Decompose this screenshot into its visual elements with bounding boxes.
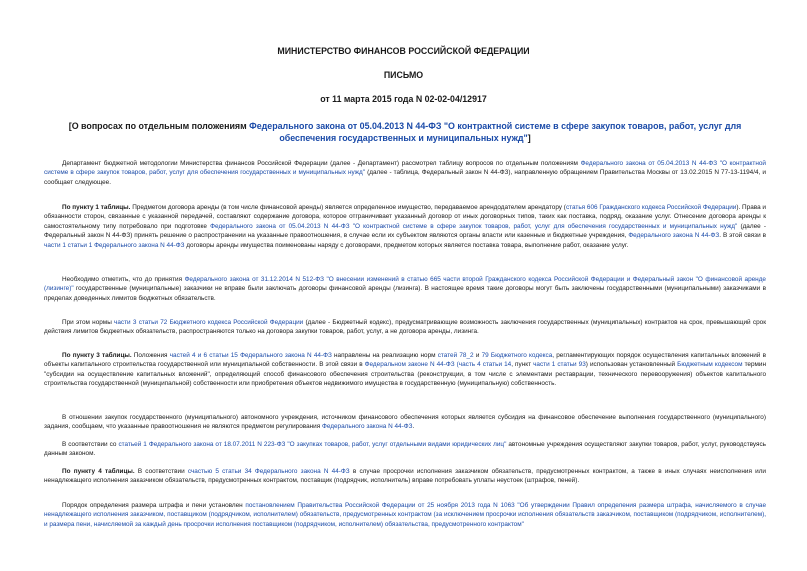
text: Департамент бюджетной методологии Министерства финансов Российской Федерации (далее - Департамент) рассмотрел таблицу вопросов по отдельным положениям [62,160,581,167]
budget-code-78-link[interactable]: статей 78_2 [437,352,474,359]
paragraph-budget-code [44,318,766,337]
civil-code-606-link[interactable]: статья 606 Гражданского кодекса Российской Федерации [565,204,737,211]
law-44fz-link[interactable]: Федерального закона от 05.04.2013 N 44-ФЗ "О контрактной системе в сфере закупок товаров, работ, услуг для обеспечения государственных и муниципальных нужд" [44,160,766,177]
budget-code-link[interactable]: Бюджетным кодексом [677,361,743,369]
text: В отношении закупок государственного (муниципального) автономного учреждения, источником финансового обеспечения которых является субсидия на финансовое обеспечение выполнения государственного (муниципального) задания, сообщаем, что указанные правоотношения не являются предметом регулирования [44,414,766,431]
resolution-1063-link[interactable]: постановлением Правительства Российской Федерации от 25 ноября 2013 года N 1063 "Об утверждении Правил определения размера штрафа, начисляемого в случае ненадлежащего исполнения заказчиком, поставщиком (подрядчиком, исполнителем) обязательств, предусмотренных контрактом (за исключением просрочки исполнения обязательств заказчиком, поставщиком (подрядчиком, исполнителем), и размера пени, начисляемой за каждый день просрочки исполнения поставщиком (подрядчиком, исполнителем) обязательства, предусмотренного контрактом" [44,502,767,528]
subject-law-link[interactable]: Федерального закона от 05.04.2013 N 44-ФЗ "О контрактной системе в сфере закупок товаров, работ, услуг для обеспечения государственных и муниципальных нужд" [249,121,742,143]
subject-close: ] [527,132,531,143]
item-heading: По пункту 4 таблицы. [62,468,135,475]
paragraph-item-1 [44,203,766,250]
subject-open: [О вопросах по отдельным положениям [68,121,250,131]
paragraph-item-4 [44,467,766,486]
law-44fz-short-link[interactable]: Федерального закона N 44-ФЗ [628,232,720,240]
text: В соответствии [134,468,188,475]
paragraph-223fz [44,440,766,459]
law-44fz-article-15-link[interactable]: частей 4 и 6 статьи 15 Федерального закона N 44-ФЗ [169,352,332,359]
text: . [412,423,415,431]
paragraph-penalty [44,501,766,529]
law-44fz-article-1-link[interactable]: части 1 статьи 1 Федерального закона N 44-ФЗ [44,241,185,249]
text: и [473,352,482,359]
text: автономные учреждения осуществляют закупки товаров, работ, услуг, руководствуясь данным законом. [44,441,766,458]
budget-code-79-link[interactable]: 79 Бюджетного кодекса [481,352,553,359]
text: . В этой связи в [719,232,766,240]
text: в случае просрочки исполнения заказчиком обязательств, предусмотренных контрактом, а также в иных случаях неисполнения или ненадлежащего исполнения заказчиком обязательств, предусмотренных контрактом, поставщик (подрядчик, исполнитель) вправе потребовать уплаты неустоек (штрафов, пеней). [44,468,766,485]
item-heading: По пункту 1 таблицы. [62,204,131,211]
text: направлены на реализацию норм [331,352,438,359]
text: государственные (муниципальные) заказчики не вправе были заключать договоры финансовой аренды (лизинга). В настоящее время такие договоры могут быть заключены государственными (муниципальными) заказчиками в пределах доведенных лимитов бюджетных обязательств. [44,285,766,302]
text: Положения [131,352,170,359]
text: термин "субсидии на осуществление капитальных вложений", определяющий способ финансового обеспечения строительства (реконструкции, в том числе с элементами реставрации, технического перевооружения) объектов капитального строительства государственной (муниципальной) собственности или приобретения объектов недвижимого имущества в государственную (муниципальную) собственность. [44,361,767,388]
document-subject [60,121,750,144]
item-heading: По пункту 3 таблицы. [62,352,132,359]
text: , пункт [511,361,534,369]
paragraph-intro [44,159,766,187]
budget-code-72-link[interactable]: части 3 статьи 72 Бюджетного кодекса Российской Федерации [114,319,304,326]
text: договоры аренды имущества поименованы наряду с договорами, предметом которых является поставка товара, выполнение работ, оказание услуг. [184,241,629,249]
law-44fz-short-link[interactable]: Федерального закона N 44-ФЗ [322,423,413,431]
text: Порядок определения размера штрафа и пени установлен [62,502,246,509]
law-44fz-article-93-link[interactable]: части 1 статьи 93 [533,361,586,369]
text: В соответствии со [62,441,119,448]
ministry-name: МИНИСТЕРСТВО ФИНАНСОВ РОССИЙСКОЙ ФЕДЕРАЦИИ [277,46,530,56]
text: ) использован установленный [585,361,678,369]
document-date-number: от 11 марта 2015 года N 02-02-04/12917 [320,94,487,104]
law-44fz-article-34-link[interactable]: счастью 5 статьи 34 Федерального закона N 44-ФЗ [187,468,350,475]
paragraph-autonomous [44,413,766,432]
text: ). Права и обязанности сторон, связанные с указанной передачей, составляют содержание договора, которое отграничивает указанный договор от иных договорных типов, таких как поставка, подряд, оказание услуг. Отнесение договора аренды к самостоятельному типу потребовало при подготовке [44,204,766,230]
text: При этом нормы [62,319,115,326]
paragraph-leasing [44,275,766,303]
text: (далее - таблица, Федеральный закон N 44-ФЗ), направленную обращением Правительства Москвы от 13.02.2015 N 77-13-1194/4, и сообщает следующее. [44,169,766,186]
text: (далее - Федеральный закон N 44-ФЗ) принять решение о распространении на указанные правоотношения, в случае если их субъектом являются органы власти или казенные и бюджетные учреждения, [44,222,767,240]
law-44fz-link[interactable]: Федерального закона от 05.04.2013 N 44-ФЗ "О контрактной системе в сфере закупок товаров, работ, услуг для обеспечения государственных и муниципальных нужд" [210,222,738,230]
document-type: ПИСЬМО [383,70,424,80]
text: Необходимо отметить, что до принятия [62,276,185,283]
text: , регламентирующих порядок осуществления капитальных вложений в объекты капитального строительства государственной или муниципальной собственности. В этой связи в [44,352,766,369]
text: Предметом договора аренды (в том числе финансовой аренды) является определенное имущество, передаваемое арендодателем арендатору ( [130,204,566,211]
paragraph-item-3 [44,351,766,389]
law-223fz-link[interactable]: статьей 1 Федерального закона от 18.07.2011 N 223-ФЗ "О закупках товаров, работ, услуг отдельными видами юридических лиц" [118,441,507,448]
text: (далее - Бюджетный кодекс), предусматривающие возможность заключения государственных (муниципальных) контрактов на срок, превышающий срок действия лимитов бюджетных обязательств, распространяются только на договора закупки товаров, работ, услуг, а не договора аренды, лизинга. [44,319,766,336]
law-44fz-article-14-link[interactable]: Федеральном законе N 44-ФЗ (часть 4 статьи 14 [364,361,512,369]
law-512fz-link[interactable]: Федерального закона от 31.12.2014 N 512-ФЗ "О внесении изменений в статью 665 части второй Гражданского кодекса Российской Федерации и Федеральный закон "О финансовой аренде (лизинге)" [44,276,766,293]
